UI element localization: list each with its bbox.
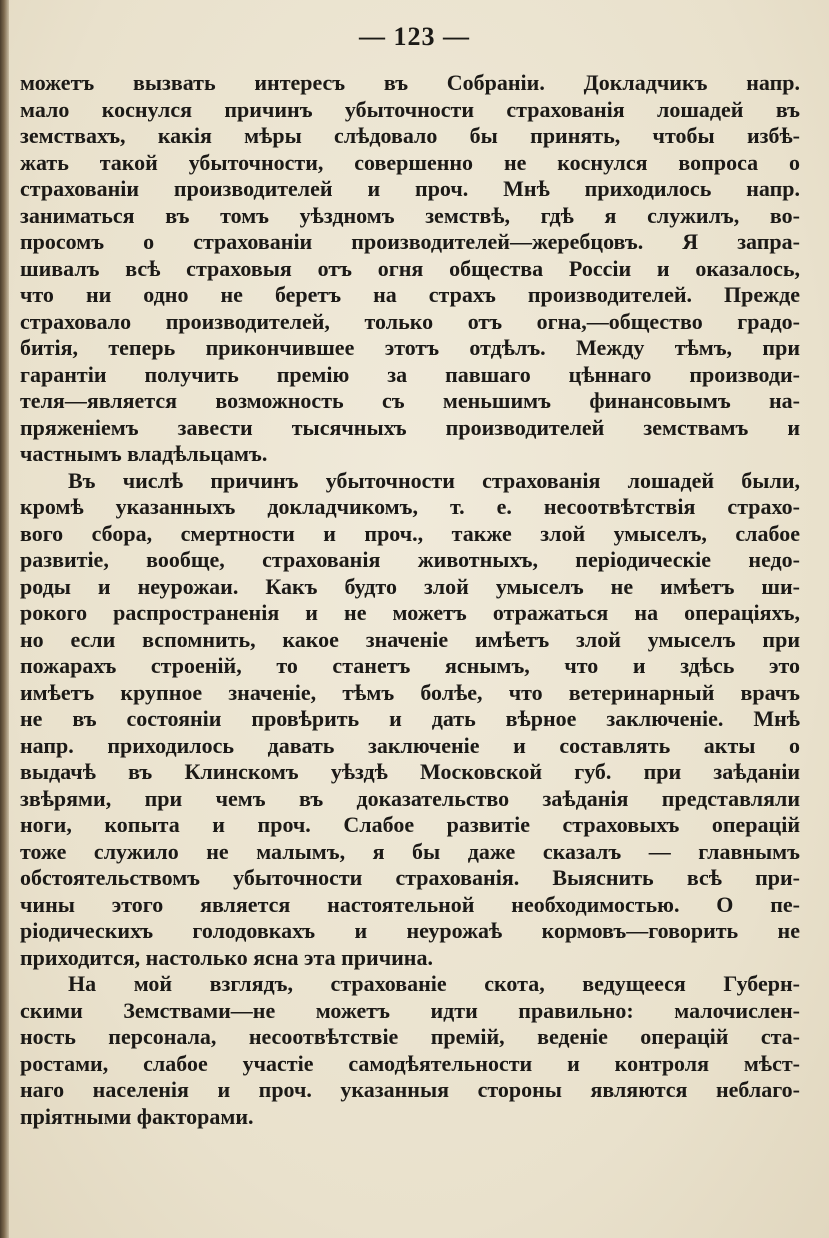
text-line: приходится, настолько ясна эта причина. [20,944,433,970]
text-line: выдачѣ въ Клинскомъ уѣздѣ Московской губ. при заѣданіи [20,759,800,784]
text-line: чины этого является настоятельной необходимостью. О пе- [20,891,800,917]
text-line: ноги, копыта и проч. Слабое развитіе страховыхъ операцій [20,812,800,837]
text-line: пріятными факторами. [20,1103,254,1129]
text-line: пожарахъ строеній, то станетъ яснымъ, что и здѣсь это [20,653,800,678]
text-line: но если вспомнить, какое значеніе имѣетъ злой умыселъ при [20,626,800,652]
text-line: развитіе, вообще, страхованія животныхъ, періодическіе недо- [20,547,800,572]
text-line: На мой взглядъ, страхованіе скота, ведущееся Губерн- [68,971,800,996]
page-binding-edge [0,0,9,1238]
text-line: обстоятельствомъ убыточности страхованія. Выяснить всѣ при- [20,865,800,890]
text-line: пряженіемъ завести тысячныхъ производителей земствамъ и [20,414,800,440]
text-line: просомъ о страхованіи производителей—жеребцовъ. Я запра- [20,229,800,254]
text-line: битія, теперь прикончившее этотъ отдѣлъ. Между тѣмъ, при [20,335,800,360]
text-line: напр. приходилось давать заключеніе и составлять акты о [20,732,800,758]
text-line: теля—является возможность съ меньшимъ финансовымъ на- [20,388,800,413]
text-line: частнымъ владѣльцамъ. [20,441,268,466]
text-line: ростами, слабое участіе самодѣятельности и контроля мѣст- [20,1050,800,1076]
text-line: скими Земствами—не можетъ идти правильно: малочислен- [20,997,800,1023]
text-line: роды и неурожаи. Какъ будто злой умыселъ не имѣетъ ши- [20,573,800,599]
text-line: жать такой убыточности, совершенно не коснулся вопроса о [20,149,800,175]
page-number: — 123 — [359,22,470,51]
paragraph-3 [20,971,800,1130]
text-line: страхованіи производителей и проч. Мнѣ приходилось напр. [20,176,800,201]
text-line: заниматься въ томъ уѣздномъ земствѣ, гдѣ я служилъ, во- [20,202,800,228]
text-line: не въ состояніи провѣрить и дать вѣрное заключеніе. Мнѣ [20,706,800,731]
text-line: гарантіи получить премію за павшаго цѣннаго производи- [20,361,800,387]
text-line: вого сбора, смертности и проч., также злой умыселъ, слабое [20,520,800,546]
text-line: Въ числѣ причинъ убыточности страхованія лошадей были, [68,467,800,493]
text-line: что ни одно не беретъ на страхъ производителей. Прежде [20,282,800,307]
paragraph-1 [20,70,800,468]
text-line: земствахъ, какія мѣры слѣдовало бы принять, чтобы избѣ- [20,123,800,148]
text-line: страховало производителей, только отъ огна,—общество градо- [20,308,800,334]
text-line: можетъ вызвать интересъ въ Собраніи. Докладчикъ напр. [20,70,800,95]
text-line: тоже служило не малымъ, я бы даже сказалъ — главнымъ [20,838,800,864]
text-line: наго населенія и проч. указанныя стороны являются неблаго- [20,1077,800,1102]
paragraph-2 [20,468,800,972]
text-line: имѣетъ крупное значеніе, тѣмъ болѣе, что ветеринарный врачъ [20,679,800,705]
text-line: звѣрями, при чемъ въ доказательство заѣданія представляли [20,785,800,811]
text-line: рокого распространенія и не можетъ отражаться на операціяхъ, [20,600,800,625]
text-line: мало коснулся причинъ убыточности страхованія лошадей въ [20,96,800,122]
text-line: ность персонала, несоотвѣтствіе премій, веденіе операцій ста- [20,1024,800,1049]
text-line: ріодическихъ голодовкахъ и неурожаѣ кормовъ—говорить не [20,918,800,943]
text-line: шивалъ всѣ страховыя отъ огня общества Россіи и оказалось, [20,255,800,281]
body-text [20,70,800,1130]
text-line: кромѣ указанныхъ докладчикомъ, т. е. несоотвѣтствія страхо- [20,494,800,519]
